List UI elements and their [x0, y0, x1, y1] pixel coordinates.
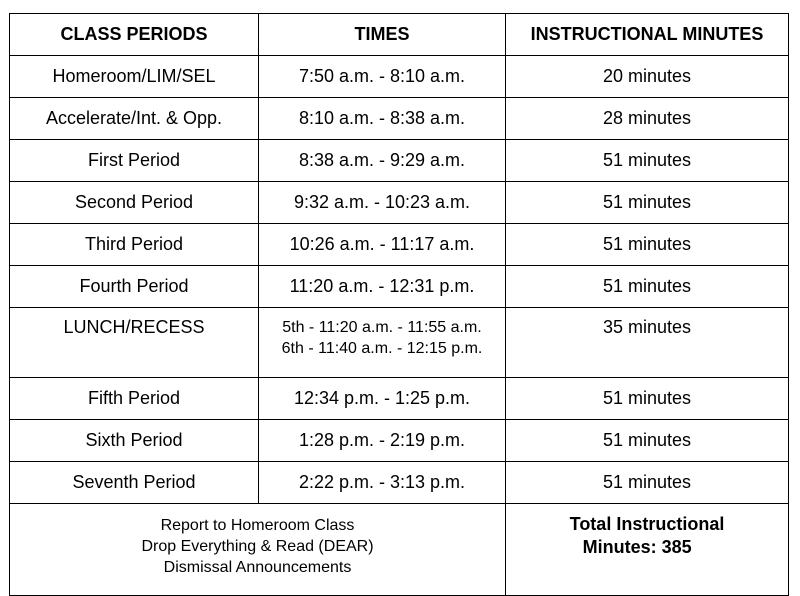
period-cell: Accelerate/Int. & Opp. [10, 98, 259, 140]
total-label: Total Instructional [569, 514, 725, 534]
period-cell: Third Period [10, 224, 259, 266]
table-row [10, 462, 789, 504]
lunch-time-5th: 5th - 11:20 a.m. - 11:55 a.m. [282, 319, 482, 336]
minutes-cell: 51 minutes [506, 182, 789, 224]
table-row [10, 224, 789, 266]
minutes-cell: 51 minutes [506, 224, 789, 266]
table-row [10, 182, 789, 224]
time-cell: 7:50 a.m. - 8:10 a.m. [259, 56, 506, 98]
note-line: Drop Everything & Read (DEAR) [141, 538, 374, 555]
table-row [10, 56, 789, 98]
time-cell: 8:10 a.m. - 8:38 a.m. [259, 98, 506, 140]
time-cell: 12:34 p.m. - 1:25 p.m. [259, 378, 506, 420]
period-cell: First Period [10, 140, 259, 182]
minutes-cell: 51 minutes [506, 140, 789, 182]
note-line: Report to Homeroom Class [160, 517, 355, 534]
footer-row [10, 504, 789, 596]
table-row [10, 378, 789, 420]
minutes-cell: 51 minutes [506, 378, 789, 420]
lunch-times-cell [259, 308, 506, 378]
bell-schedule-table [9, 13, 789, 596]
table-row [10, 266, 789, 308]
header-class-periods: CLASS PERIODS [10, 14, 259, 56]
time-cell: 8:38 a.m. - 9:29 a.m. [259, 140, 506, 182]
header-times: TIMES [259, 14, 506, 56]
period-cell: LUNCH/RECESS [10, 308, 259, 378]
period-cell: Homeroom/LIM/SEL [10, 56, 259, 98]
time-cell: 9:32 a.m. - 10:23 a.m. [259, 182, 506, 224]
lunch-row [10, 308, 789, 378]
note-line: Dismissal Announcements [163, 559, 352, 576]
time-cell: 1:28 p.m. - 2:19 p.m. [259, 420, 506, 462]
period-cell: Fourth Period [10, 266, 259, 308]
minutes-cell: 28 minutes [506, 98, 789, 140]
period-cell: Seventh Period [10, 462, 259, 504]
minutes-cell: 51 minutes [506, 462, 789, 504]
time-cell: 2:22 p.m. - 3:13 p.m. [259, 462, 506, 504]
time-cell: 10:26 a.m. - 11:17 a.m. [259, 224, 506, 266]
table-row [10, 98, 789, 140]
total-value: Minutes: 385 [582, 537, 692, 557]
minutes-cell: 20 minutes [506, 56, 789, 98]
minutes-cell: 35 minutes [506, 308, 789, 378]
minutes-cell: 51 minutes [506, 266, 789, 308]
header-row [10, 14, 789, 56]
header-instructional-minutes: INSTRUCTIONAL MINUTES [506, 14, 789, 56]
minutes-cell: 51 minutes [506, 420, 789, 462]
end-of-day-notes [10, 504, 506, 596]
period-cell: Fifth Period [10, 378, 259, 420]
period-cell: Second Period [10, 182, 259, 224]
lunch-time-6th: 6th - 11:40 a.m. - 12:15 p.m. [281, 340, 483, 357]
table-row [10, 140, 789, 182]
total-minutes-cell [506, 504, 789, 596]
table-row [10, 420, 789, 462]
period-cell: Sixth Period [10, 420, 259, 462]
time-cell: 11:20 a.m. - 12:31 p.m. [259, 266, 506, 308]
